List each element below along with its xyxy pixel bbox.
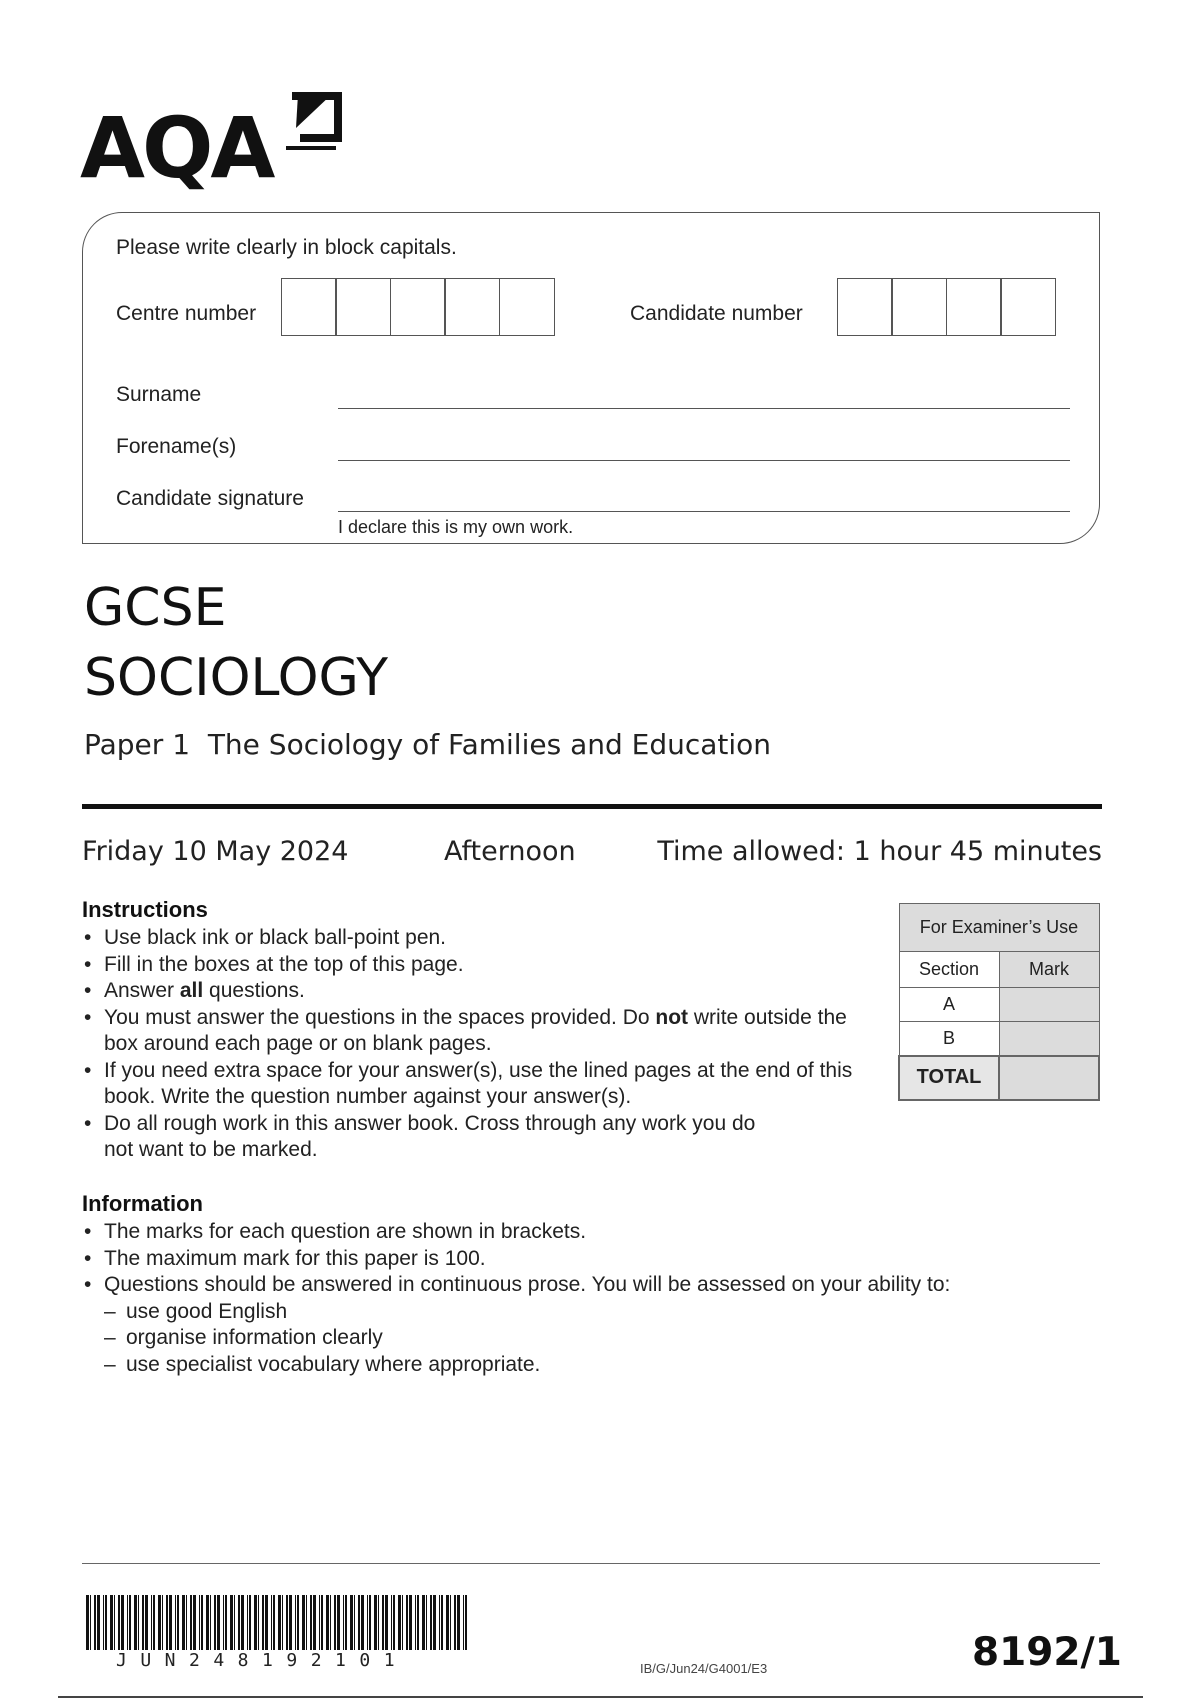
candidate-number-label: Candidate number	[630, 302, 803, 325]
barcode-bar	[465, 1595, 467, 1650]
information-item: • The maximum mark for this paper is 100.	[82, 1246, 1082, 1273]
barcode-bar	[409, 1595, 412, 1650]
assessment-criterion: – use specialist vocabulary where appropriate.	[104, 1352, 1082, 1379]
barcode-bar	[282, 1595, 283, 1650]
barcode-bar	[278, 1595, 281, 1650]
barcode-bar	[206, 1595, 209, 1650]
assessment-criterion: – organise information clearly	[104, 1325, 1082, 1352]
surname-field[interactable]	[338, 408, 1070, 409]
barcode-bar	[313, 1595, 316, 1650]
barcode-bar	[337, 1595, 340, 1650]
barcode-number: JUN248192101	[116, 1650, 409, 1671]
barcode-bar	[223, 1595, 224, 1650]
barcode-bar	[439, 1595, 440, 1650]
barcode-bar	[86, 1595, 89, 1650]
candidate-number-digit-box[interactable]	[891, 278, 947, 336]
mark-column-header: Mark	[999, 952, 1099, 988]
barcode	[86, 1595, 472, 1650]
instruction-item: • Fill in the boxes at the top of this page.	[82, 952, 882, 979]
barcode-bar	[289, 1595, 292, 1650]
subject-title: SOCIOLOGY	[84, 648, 389, 708]
instruction-item: • You must answer the questions in the spaces provided. Do not write outside the box around each page or on blank pages.	[82, 1005, 882, 1058]
barcode-bar	[90, 1595, 91, 1650]
barcode-bar	[103, 1595, 104, 1650]
barcode-bar	[361, 1595, 364, 1650]
centre-number-digit-box[interactable]	[499, 278, 555, 336]
instructions-heading: Instructions	[82, 897, 208, 922]
centre-number-digit-box[interactable]	[390, 278, 446, 336]
candidate-number-digit-box[interactable]	[837, 278, 893, 336]
barcode-bar	[343, 1595, 344, 1650]
barcode-bar	[417, 1595, 419, 1650]
forenames-label: Forename(s)	[116, 435, 237, 458]
instructions-list	[82, 925, 882, 1164]
forenames-field[interactable]	[338, 460, 1070, 461]
information-heading: Information	[82, 1191, 203, 1216]
barcode-bar	[398, 1595, 401, 1650]
barcode-bar	[230, 1595, 233, 1650]
barcode-bar	[217, 1595, 220, 1650]
barcode-bar	[310, 1595, 312, 1650]
barcode-bar	[142, 1595, 144, 1650]
barcode-bar	[182, 1595, 185, 1650]
barcode-bar	[177, 1595, 179, 1650]
barcode-bar	[247, 1595, 248, 1650]
barcode-bar	[454, 1595, 456, 1650]
centre-number-digit-box[interactable]	[444, 278, 500, 336]
barcode-bar	[463, 1595, 464, 1650]
declaration-text: I declare this is my own work.	[338, 517, 574, 537]
barcode-bar	[265, 1595, 268, 1650]
barcode-bar	[402, 1595, 403, 1650]
information-item: • Questions should be answered in continuous prose. You will be assessed on your ability to: – use good English – organise information clearly – use specialist vocabulary where appropriate.	[82, 1272, 1082, 1378]
section-a-mark-cell	[999, 988, 1099, 1022]
section-column-header: Section	[899, 952, 999, 988]
barcode-bar	[105, 1595, 107, 1650]
barcode-bar	[330, 1595, 331, 1650]
barcode-bar	[297, 1595, 299, 1650]
logo-text: AQA	[80, 99, 273, 197]
barcode-bar	[367, 1595, 368, 1650]
assessment-criteria-list	[82, 1299, 1082, 1379]
barcode-bar	[415, 1595, 416, 1650]
barcode-bar	[175, 1595, 176, 1650]
barcode-bar	[385, 1595, 388, 1650]
barcode-bar	[326, 1595, 329, 1650]
barcode-bar	[345, 1595, 347, 1650]
barcode-bar	[358, 1595, 360, 1650]
instruction-item: • Do all rough work in this answer book. Cross through any work you do not want to be marked.	[82, 1111, 882, 1164]
barcode-bar	[138, 1595, 139, 1650]
barcode-bar	[393, 1595, 395, 1650]
centre-number-label: Centre number	[116, 302, 257, 325]
barcode-bar	[350, 1595, 353, 1650]
instruction-item: • Use black ink or black ball-point pen.	[82, 925, 882, 952]
barcode-bar	[210, 1595, 211, 1650]
centre-number-digit-box[interactable]	[281, 278, 337, 336]
barcode-bar	[426, 1595, 427, 1650]
centre-number-boxes[interactable]	[282, 278, 555, 336]
barcode-bar	[249, 1595, 251, 1650]
instruction-item: • Answer all questions.	[82, 978, 882, 1005]
signature-label: Candidate signature	[116, 487, 304, 510]
barcode-bar	[201, 1595, 203, 1650]
barcode-bar	[295, 1595, 296, 1650]
barcode-bar	[321, 1595, 323, 1650]
barcode-bar	[306, 1595, 307, 1650]
barcode-bar	[457, 1595, 460, 1650]
barcode-bar	[374, 1595, 377, 1650]
paper-title: Paper 1 The Sociology of Families and Education	[84, 728, 772, 761]
barcode-bar	[406, 1595, 408, 1650]
barcode-bar	[162, 1595, 163, 1650]
barcode-bar	[354, 1595, 355, 1650]
barcode-bar	[378, 1595, 379, 1650]
information-item: • The marks for each question are shown in brackets.	[82, 1219, 1082, 1246]
section-b-mark-cell	[999, 1022, 1099, 1056]
examiners-use-title: For Examiner’s Use	[899, 904, 1099, 952]
barcode-bar	[430, 1595, 432, 1650]
barcode-bar	[193, 1595, 196, 1650]
barcode-bar	[446, 1595, 449, 1650]
barcode-bar	[214, 1595, 216, 1650]
barcode-bar	[422, 1595, 425, 1650]
barcode-bar	[238, 1595, 240, 1650]
surname-label: Surname	[116, 383, 202, 406]
barcode-bar	[129, 1595, 131, 1650]
barcode-bar	[302, 1595, 305, 1650]
candidate-number-digit-box[interactable]	[946, 278, 1002, 336]
barcode-bar	[190, 1595, 192, 1650]
barcode-bar	[158, 1595, 161, 1650]
barcode-bar	[127, 1595, 128, 1650]
barcode-bar	[186, 1595, 187, 1650]
barcode-bar	[225, 1595, 227, 1650]
barcode-bar	[199, 1595, 200, 1650]
barcode-bar	[166, 1595, 168, 1650]
barcode-bar	[118, 1595, 120, 1650]
page-bottom-rule	[58, 1696, 1143, 1698]
section-a-label: A	[899, 988, 999, 1022]
qualification-title: GCSE	[84, 578, 227, 638]
document-reference: IB/G/Jun24/G4001/E3	[640, 1661, 768, 1676]
paper-code: 8192/1	[972, 1630, 1122, 1675]
barcode-bar	[94, 1595, 96, 1650]
barcode-bar	[145, 1595, 148, 1650]
time-allowed: Time allowed: 1 hour 45 minutes	[657, 836, 1102, 867]
centre-number-digit-box[interactable]	[335, 278, 391, 336]
barcode-bar	[97, 1595, 100, 1650]
barcode-bar	[241, 1595, 244, 1650]
barcode-bar	[258, 1595, 259, 1650]
block-capitals-instruction: Please write clearly in block capitals.	[116, 236, 457, 259]
examiners-use-table	[898, 903, 1100, 1101]
section-b-label: B	[899, 1022, 999, 1056]
barcode-bar	[273, 1595, 275, 1650]
barcode-bar	[450, 1595, 451, 1650]
barcode-bar	[169, 1595, 172, 1650]
barcode-bar	[153, 1595, 155, 1650]
signature-field[interactable]	[338, 511, 1070, 512]
barcode-bar	[433, 1595, 436, 1650]
barcode-bar	[262, 1595, 264, 1650]
information-list	[82, 1219, 1082, 1378]
candidate-number-digit-box[interactable]	[1000, 278, 1056, 336]
barcode-bar	[121, 1595, 124, 1650]
barcode-bar	[234, 1595, 235, 1650]
exam-session: Afternoon	[444, 836, 576, 867]
barcode-bar	[382, 1595, 384, 1650]
barcode-bar	[441, 1595, 443, 1650]
barcode-bar	[151, 1595, 152, 1650]
barcode-bar	[114, 1595, 115, 1650]
barcode-bar	[369, 1595, 371, 1650]
aqa-logo-mark-icon	[284, 88, 344, 150]
assessment-criterion: – use good English	[104, 1299, 1082, 1326]
barcode-bar	[319, 1595, 320, 1650]
instruction-item: • If you need extra space for your answer(s), use the lined pages at the end of this book. Write the question number against your answer(s).	[82, 1058, 882, 1111]
title-divider	[82, 804, 1102, 809]
barcode-bar	[286, 1595, 288, 1650]
candidate-number-boxes[interactable]	[838, 278, 1056, 336]
barcode-bar	[110, 1595, 113, 1650]
aqa-logo	[80, 88, 350, 197]
barcode-bar	[334, 1595, 336, 1650]
barcode-bar	[254, 1595, 257, 1650]
exam-date: Friday 10 May 2024	[82, 836, 349, 867]
total-mark-cell	[999, 1056, 1099, 1100]
barcode-bar	[391, 1595, 392, 1650]
footer-divider	[82, 1563, 1100, 1564]
barcode-bar	[134, 1595, 137, 1650]
total-label: TOTAL	[899, 1056, 999, 1100]
barcode-bar	[271, 1595, 272, 1650]
